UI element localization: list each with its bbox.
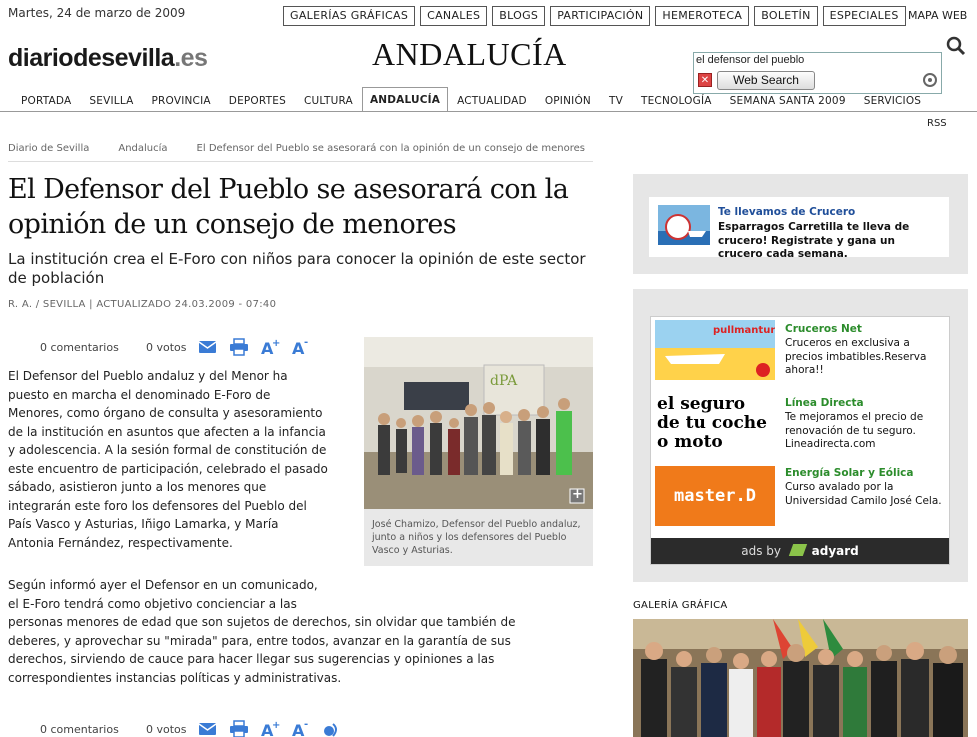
nav-item-servicios[interactable]: SERVICIOS: [863, 95, 922, 107]
text-line: de la institución en asuntos que afecten a la infancia: [8, 424, 326, 439]
listen-icon[interactable]: [322, 720, 342, 737]
nav-item-tecnologia[interactable]: TECNOLOGÍA: [640, 95, 712, 107]
ads-panel: [650, 316, 950, 565]
text-line: derechos, sirviendo de cauce para hacer llegar sus sugerencias y opiniones a las: [8, 652, 495, 666]
ads-by-footer[interactable]: [651, 538, 949, 564]
svg-text:-: -: [304, 338, 309, 348]
ad-image-text: el seguro de tu coche o moto: [657, 394, 767, 452]
svg-text:A: A: [261, 339, 274, 356]
votes-count: 0 votos: [146, 722, 187, 736]
text-line: País Vasco y Asturias, Iñigo Lamarka, y María: [8, 517, 279, 531]
comments-link[interactable]: 0 comentarios: [40, 722, 119, 736]
increase-font-icon[interactable]: [260, 720, 280, 737]
ad-image-cruceros[interactable]: [655, 320, 775, 380]
nav-item-andalucia[interactable]: ANDALUCÍA: [362, 87, 448, 112]
svg-text:A: A: [292, 339, 305, 356]
logo-main: diariodesevilla: [8, 44, 175, 72]
photo-caption: José Chamizo, Defensor del Pueblo andaluz, junto a niños y los defensores del Pueblo Vasco y Asturias.: [372, 519, 581, 556]
ad-image-text: master.D: [674, 486, 756, 506]
article-paragraph-2: [8, 576, 515, 687]
text-line: correspondientes instancias políticas y administrativas.: [8, 670, 342, 685]
breadcrumb-home[interactable]: Diario de Sevilla: [8, 143, 90, 154]
web-search-button[interactable]: Web Search: [717, 71, 815, 90]
cruise-promo[interactable]: [649, 197, 949, 260]
ad-title-energia[interactable]: Energía Solar y Eólica: [785, 467, 914, 479]
cruise-promo-box: [633, 174, 968, 274]
ads-brand: adyard: [811, 544, 859, 558]
decrease-font-icon[interactable]: [291, 720, 311, 737]
text-line: personas menores de edad que son sujetos de derechos, sin olvidar que también de: [8, 615, 516, 629]
nav-item-semana-santa[interactable]: SEMANA SANTA 2009: [729, 95, 846, 107]
print-icon[interactable]: [229, 720, 249, 737]
text-line: puesto en marcha el denominado E-Foro de: [8, 387, 271, 402]
ads-by-label: ads by: [741, 544, 781, 558]
cruise-promo-title[interactable]: Te llevamos de Crucero: [718, 206, 856, 218]
top-link-hemeroteca[interactable]: HEMEROTECA: [655, 6, 749, 26]
ad-image-masterd[interactable]: [655, 466, 775, 526]
text-line: El Defensor del Pueblo andaluz y del Menor ha: [8, 369, 288, 383]
breadcrumb-section[interactable]: Andalucía: [118, 143, 168, 154]
svg-text:+: +: [272, 720, 280, 731]
top-links: [283, 6, 906, 26]
ad-text-energia: Curso avalado por la Universidad Camilo José Cela.: [785, 481, 942, 507]
photo-expand-icon[interactable]: +: [572, 487, 583, 502]
nav-item-opinion[interactable]: OPINIÓN: [544, 95, 591, 107]
nav-item-cultura[interactable]: CULTURA: [303, 95, 353, 107]
clear-search-icon[interactable]: ✕: [698, 73, 712, 87]
nav-item-sevilla[interactable]: SEVILLA: [89, 95, 134, 107]
svg-text:-: -: [304, 720, 309, 730]
breadcrumb-divider: [8, 161, 593, 162]
ad-image-text: pullmantur: [713, 325, 775, 336]
galeria-grafica-label: GALERÍA GRÁFICA: [633, 600, 728, 611]
breadcrumb-current: El Defensor del Pueblo se asesorará con la opinión de un consejo de menores: [196, 143, 585, 154]
article-subheadline: La institución crea el E-Foro con niños para conocer la opinión de este sector de población: [8, 250, 586, 287]
text-line: Según informó ayer el Defensor en un comunicado,: [8, 578, 318, 592]
text-line: Menores, como órgano de consulta y asesoramiento: [8, 406, 323, 420]
cruise-promo-text: Esparragos Carretilla te lleva de crucero! Registrate y gana un crucero cada semana.: [718, 221, 910, 260]
nav-item-deportes[interactable]: DEPORTES: [228, 95, 286, 107]
top-link-especiales[interactable]: ESPECIALES: [823, 6, 906, 26]
decrease-font-icon[interactable]: [291, 338, 311, 356]
text-line: sábado, asistieron junto a los menores que: [8, 480, 267, 494]
site-logo[interactable]: [8, 44, 207, 73]
top-link-boletin[interactable]: BOLETÍN: [754, 6, 817, 26]
article-photo[interactable]: [364, 337, 593, 509]
galeria-photo[interactable]: [633, 619, 968, 737]
text-line: y adolescencia. A la sesión formal de constitución de: [8, 443, 327, 457]
top-link-galerias[interactable]: GALERÍAS GRÁFICAS: [283, 6, 415, 26]
nav-item-actualidad[interactable]: ACTUALIDAD: [457, 95, 527, 107]
svg-text:A: A: [292, 721, 305, 737]
article-byline: R. A. / SEVILLA | ACTUALIZADO 24.03.2009 - 07:40: [8, 299, 277, 310]
date-label: Martes, 24 de marzo de 2009: [8, 6, 186, 20]
article-tools-bottom: [40, 720, 353, 737]
top-link-canales[interactable]: CANALES: [420, 6, 487, 26]
search-input[interactable]: [696, 54, 936, 66]
text-line: el E-Foro tendrá como objetivo concienciar a las: [8, 596, 297, 611]
text-line: integrarán este foro los defensores del Pueblo del: [8, 498, 307, 513]
mapa-web-link[interactable]: MAPA WEB: [908, 9, 968, 22]
breadcrumb: [8, 143, 585, 154]
nav-item-portada[interactable]: PORTADA: [21, 95, 72, 107]
text-line: Antonia Fernández, respectivamente.: [8, 535, 233, 550]
votes-count: 0 votos: [146, 340, 187, 354]
article-paragraph-1: [8, 367, 328, 552]
comments-link[interactable]: 0 comentarios: [40, 340, 119, 354]
increase-font-icon[interactable]: [260, 338, 280, 356]
nav-item-tv[interactable]: TV: [608, 95, 623, 107]
email-icon[interactable]: [198, 720, 218, 737]
article-tools-top: [40, 338, 322, 356]
adyard-logo-icon: [789, 544, 807, 556]
ad-title-cruceros[interactable]: Cruceros Net: [785, 323, 862, 335]
text-line: deberes, y aprovechar su "mirada" para, entre todos, avanzar en la garantía de sus: [8, 633, 511, 648]
ad-text-cruceros: Cruceros en exclusiva a precios imbatibles.Reserva ahora!!: [785, 337, 927, 376]
ad-image-linea-directa[interactable]: [655, 394, 775, 456]
top-link-blogs[interactable]: BLOGS: [492, 6, 545, 26]
print-icon[interactable]: [229, 338, 249, 356]
search-icon[interactable]: [946, 36, 966, 56]
ads-box: [633, 289, 968, 582]
logo-tld: .es: [174, 44, 208, 72]
ad-title-linea-directa[interactable]: Línea Directa: [785, 397, 864, 409]
top-link-participacion[interactable]: PARTICIPACIÓN: [550, 6, 650, 26]
nav-divider: [0, 111, 977, 112]
svg-text:A: A: [261, 721, 274, 737]
nav-item-provincia[interactable]: PROVINCIA: [151, 95, 211, 107]
article-headline: El Defensor del Pueblo se asesorará con la opinión de un consejo de menores: [8, 174, 569, 240]
article-figure: [364, 337, 593, 566]
svg-text:dPA: dPA: [490, 373, 518, 389]
cruise-promo-image[interactable]: [658, 205, 710, 245]
rss-link[interactable]: RSS: [927, 118, 947, 129]
ad-text-linea-directa: Te mejoramos el precio de renovación de tu seguro. Lineadirecta.com: [785, 411, 924, 450]
main-nav: [12, 86, 930, 111]
search-go-icon[interactable]: [923, 73, 937, 87]
text-line: este encuentro de participación, celebrado el pasado: [8, 461, 328, 476]
svg-text:+: +: [272, 338, 280, 349]
email-icon[interactable]: [198, 338, 218, 356]
section-title: ANDALUCÍA: [372, 36, 567, 72]
